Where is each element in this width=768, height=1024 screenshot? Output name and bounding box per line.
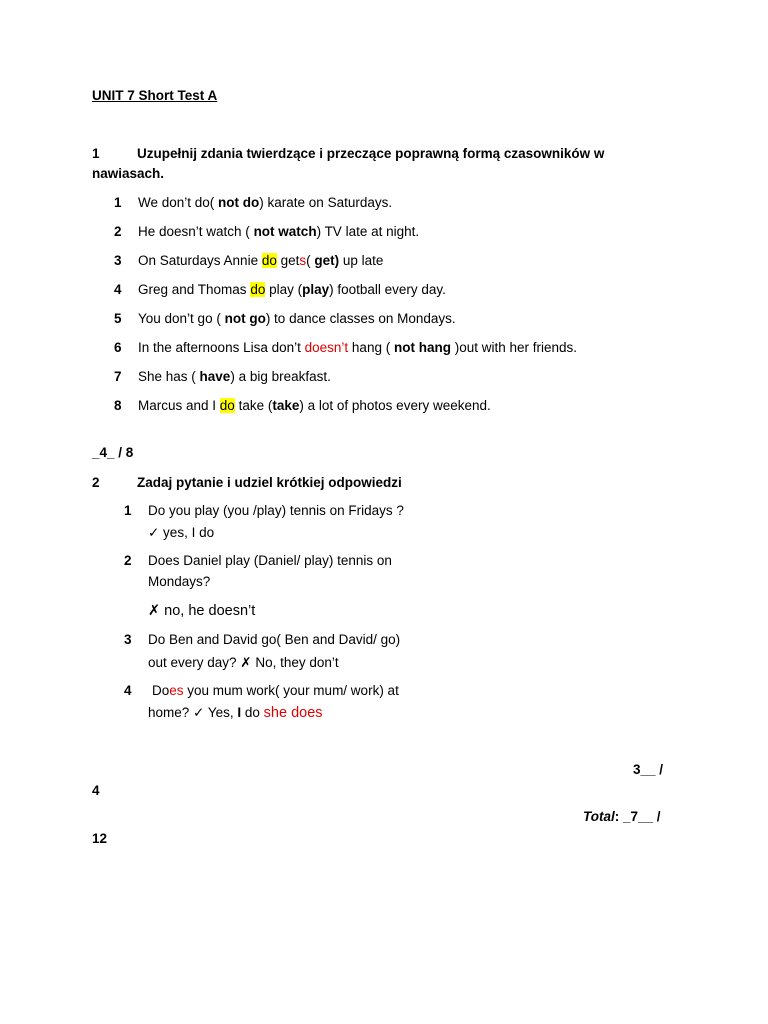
- section2-instruction: Zadaj pytanie i udziel krótkiej odpowiedzi: [137, 475, 402, 490]
- question-line: Do you play (you /play) tennis on Fridays ?: [148, 503, 404, 518]
- answer-line: ✓ yes, I do: [148, 525, 215, 540]
- exercise-sentence: In the afternoons Lisa don’t doesn’t hang ( not hang )out with her friends.: [138, 340, 578, 355]
- question-line-cont: Mondays?: [148, 574, 211, 589]
- item-number: 7: [114, 369, 122, 384]
- item-number: 4: [124, 683, 132, 698]
- answer-line: home? ✓ Yes, I do she does: [148, 705, 323, 721]
- total-score-max: 12: [92, 831, 108, 846]
- exercise-sentence: You don’t go ( not go) to dance classes on Mondays.: [138, 311, 456, 326]
- section1-instruction-cont: nawiasach.: [92, 166, 165, 181]
- item-number: 8: [114, 398, 122, 413]
- section2-score: 3__ /: [633, 762, 664, 777]
- question-line: Does you mum work( your mum/ work) at: [152, 683, 399, 698]
- item-number: 1: [114, 195, 122, 210]
- test-title: UNIT 7 Short Test A: [92, 88, 218, 103]
- item-number: 2: [124, 553, 132, 568]
- section1-instruction: Uzupełnij zdania twierdzące i przeczące poprawną formą czasowników w: [137, 146, 605, 161]
- answer-line: ✗ no, he doesn’t: [148, 603, 256, 619]
- section2-number: 2: [92, 475, 100, 490]
- total-score: Total: _7__ /: [583, 809, 661, 824]
- item-number: 3: [114, 253, 122, 268]
- section1-score: _4_ / 8: [92, 445, 134, 460]
- item-number: 2: [114, 224, 122, 239]
- exercise-sentence: He doesn’t watch ( not watch) TV late at night.: [138, 224, 420, 239]
- item-number: 3: [124, 632, 132, 647]
- section1-number: 1: [92, 146, 100, 161]
- item-number: 1: [124, 503, 132, 518]
- section2-score-max: 4: [92, 783, 100, 798]
- exercise-sentence: We don’t do( not do) karate on Saturdays.: [138, 195, 393, 210]
- item-number: 4: [114, 282, 122, 297]
- question-line: Do Ben and David go( Ben and David/ go): [148, 632, 401, 647]
- exercise-sentence: On Saturdays Annie do gets( get) up late: [138, 253, 384, 268]
- answer-line: out every day? ✗ No, they don’t: [148, 655, 339, 670]
- item-number: 5: [114, 311, 122, 326]
- exercise-sentence: She has ( have) a big breakfast.: [138, 369, 331, 384]
- exercise-sentence: Greg and Thomas do play (play) football every day.: [138, 282, 446, 297]
- exercise-sentence: Marcus and I do take (take) a lot of photos every weekend.: [138, 398, 491, 413]
- item-number: 6: [114, 340, 122, 355]
- question-line: Does Daniel play (Daniel/ play) tennis on: [148, 553, 392, 568]
